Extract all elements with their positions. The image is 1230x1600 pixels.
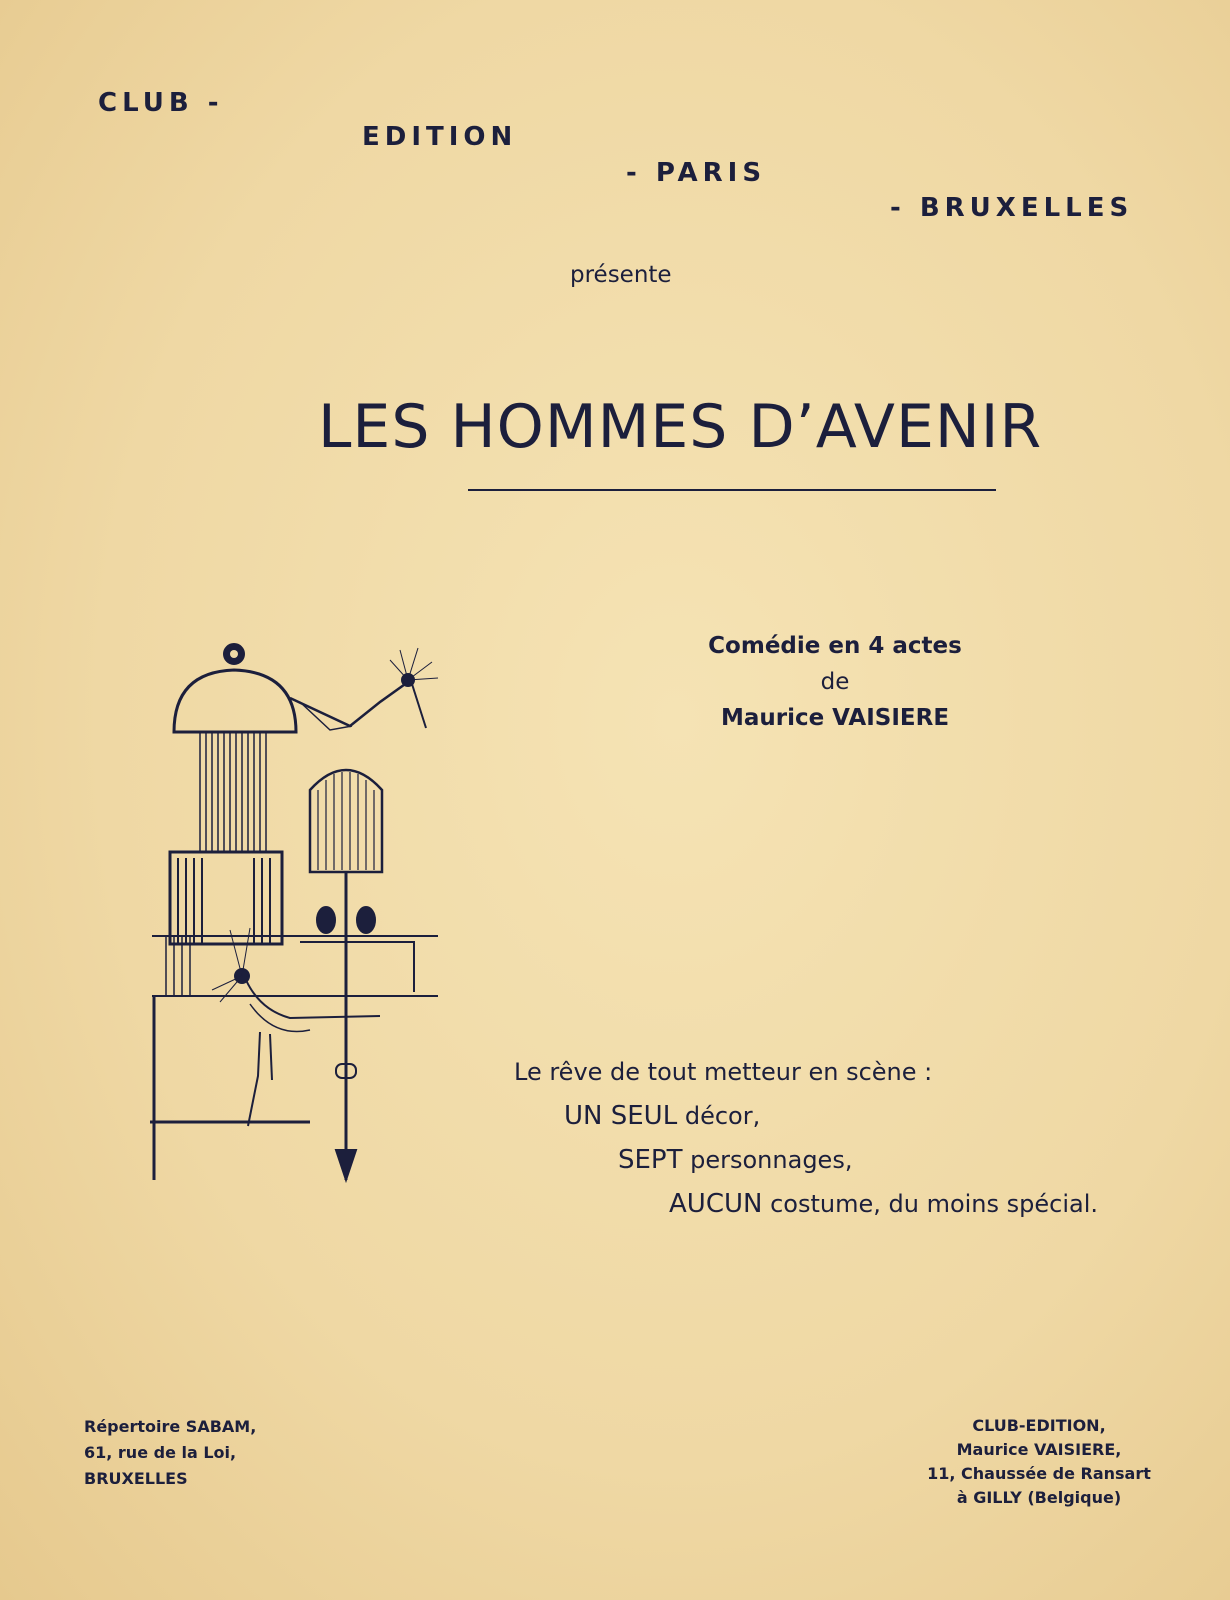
publisher-line3: 11, Chaussée de Ransart	[927, 1464, 1151, 1483]
pitch-characters	[514, 1138, 1098, 1182]
publisher-line2: Maurice VAISIERE,	[956, 1440, 1122, 1459]
title-underline	[468, 489, 996, 491]
repertoire-address	[84, 1414, 256, 1492]
repertoire-line2: 61, rue de la Loi,	[84, 1443, 237, 1462]
genre-line: Comédie en 4 actes	[708, 633, 962, 659]
pitch-characters-emph: SEPT	[618, 1145, 683, 1175]
header-edition: EDITION	[362, 122, 518, 152]
presents-label: présente	[570, 262, 672, 288]
by-line: de	[820, 669, 850, 695]
author-line: Maurice VAISIERE	[720, 705, 950, 731]
repertoire-line1: Répertoire SABAM,	[84, 1417, 257, 1436]
header-club: CLUB -	[98, 88, 224, 118]
stage-illustration	[150, 640, 450, 1200]
pitch-text	[514, 1050, 1098, 1226]
pitch-decor	[514, 1094, 1098, 1138]
pitch-intro: Le rêve de tout metteur en scène :	[514, 1058, 933, 1086]
header-paris: - PARIS	[626, 158, 767, 188]
header-bruxelles: - BRUXELLES	[890, 193, 1134, 223]
play-title: LES HOMMES D’AVENIR	[318, 392, 1043, 462]
pitch-costume-rest: costume, du moins spécial.	[762, 1190, 1099, 1218]
publisher-line1: CLUB-EDITION,	[972, 1416, 1106, 1435]
pitch-decor-rest: décor,	[677, 1102, 761, 1130]
play-subtitle	[640, 628, 1030, 736]
pitch-costume-emph: AUCUN	[669, 1189, 763, 1219]
pitch-decor-emph: UN SEUL	[564, 1101, 678, 1131]
publisher-address	[914, 1414, 1164, 1510]
repertoire-line3: BRUXELLES	[84, 1469, 188, 1488]
publisher-line4: à GILLY (Belgique)	[956, 1488, 1122, 1507]
pitch-characters-rest: personnages,	[682, 1146, 853, 1174]
pitch-costume	[514, 1182, 1098, 1226]
